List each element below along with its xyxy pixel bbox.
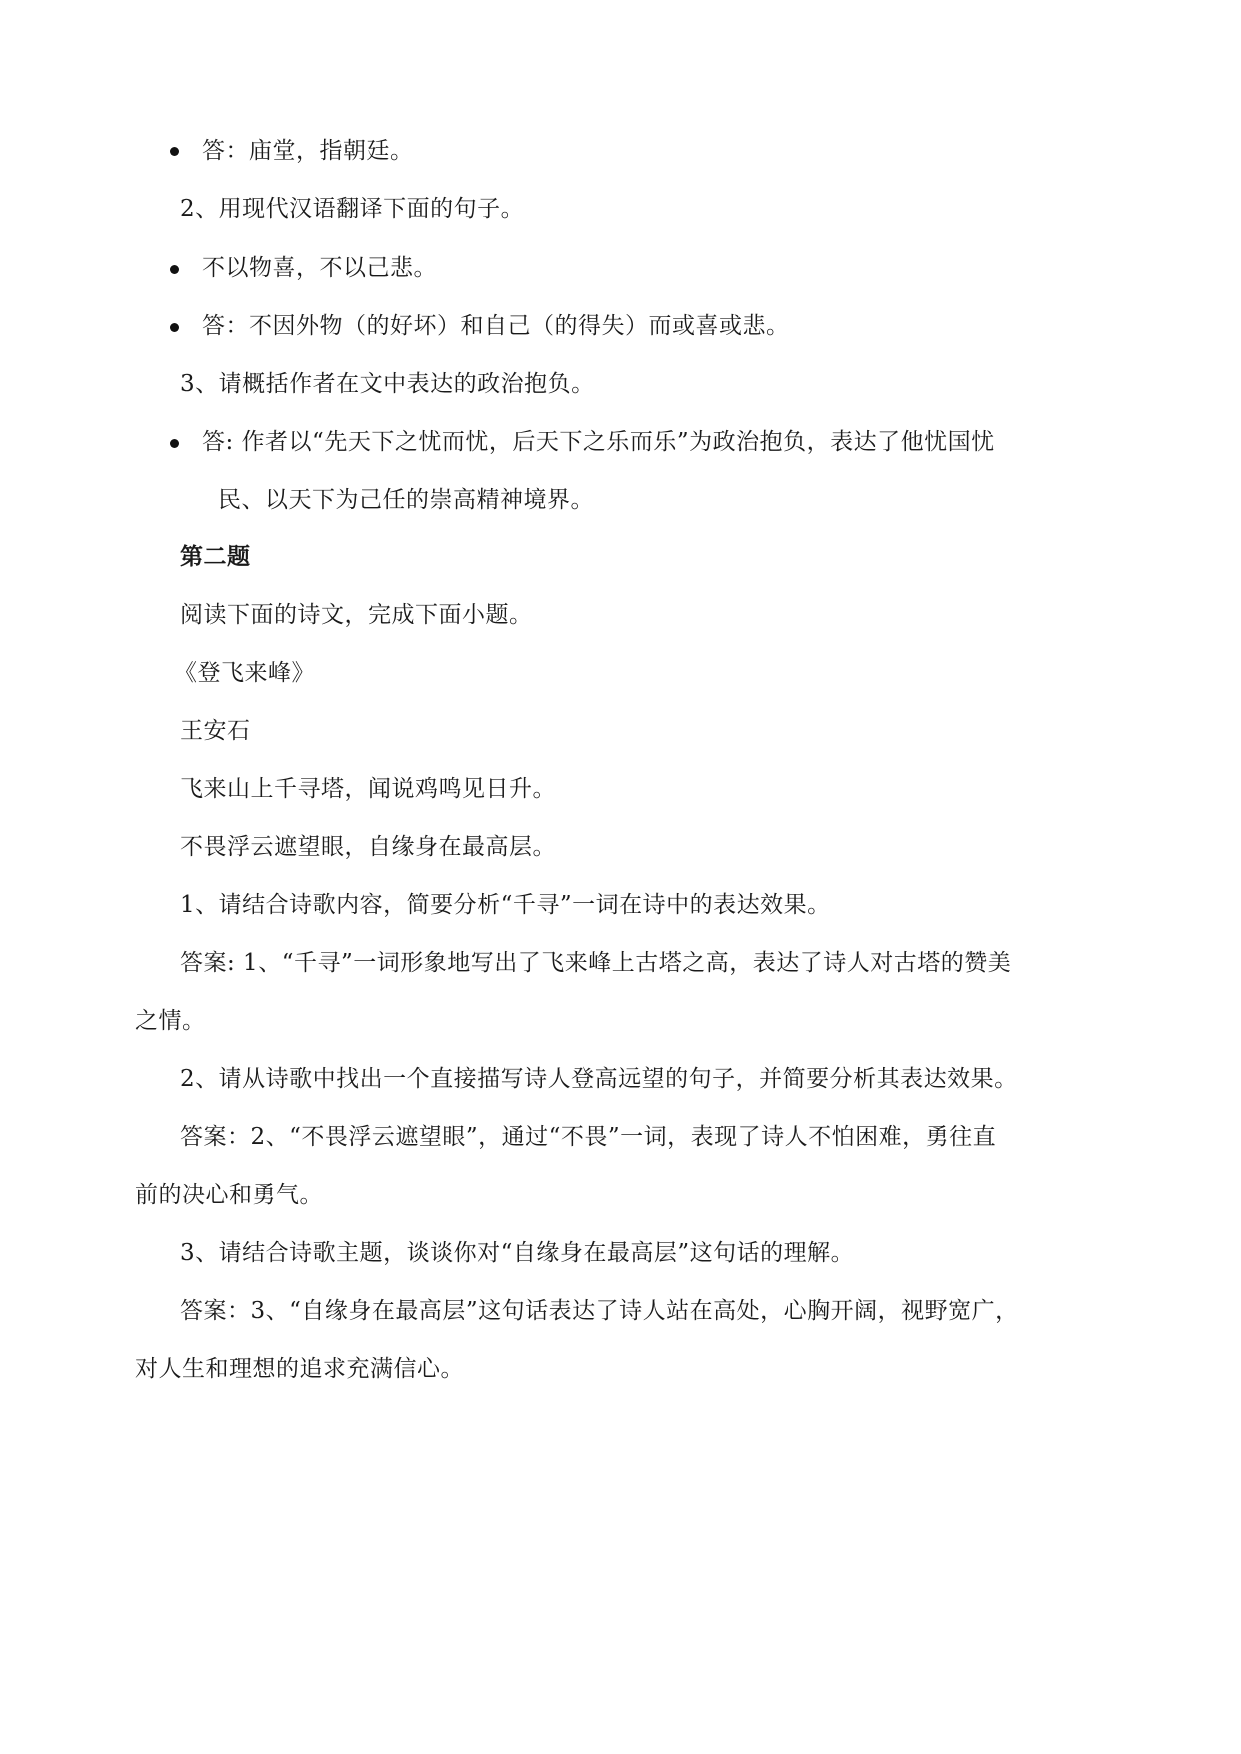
question-3: 3、请结合诗歌主题，谈谈你对“自缘身在最高层”这句话的理解。 xyxy=(180,1240,855,1266)
answer-1-line-2: 之情。 xyxy=(135,1008,206,1034)
bullet-icon xyxy=(170,147,179,156)
poem-title: 《登飞来峰》 xyxy=(174,660,315,686)
reading-instruction: 阅读下面的诗文，完成下面小题。 xyxy=(180,602,533,628)
sentence-to-translate: 不以物喜，不以己悲。 xyxy=(202,255,437,281)
answer-2-line-1: 答案：2、“不畏浮云遮望眼”，通过“不畏”一词，表现了诗人不怕困难，勇往直 xyxy=(180,1124,997,1150)
bullet-icon xyxy=(170,265,179,274)
poem-line-1: 飞来山上千寻塔，闻说鸡鸣见日升。 xyxy=(180,776,556,802)
poem-author: 王安石 xyxy=(180,718,251,744)
poem-line-2: 不畏浮云遮望眼，自缘身在最高层。 xyxy=(180,834,556,860)
answer-2-line-2: 前的决心和勇气。 xyxy=(135,1182,323,1208)
question-3-ambition: 3、请概括作者在文中表达的政治抱负。 xyxy=(180,371,595,397)
answer-translation: 答：不因外物（的好坏）和自己（的得失）而或喜或悲。 xyxy=(202,313,790,339)
answer-1-line-1: 答案: 1、“千寻”一词形象地写出了飞来峰上古塔之高，表达了诗人对古塔的赞美 xyxy=(180,950,1012,976)
question-1: 1、请结合诗歌内容，简要分析“千寻”一词在诗中的表达效果。 xyxy=(180,892,831,918)
answer-temple: 答：庙堂，指朝廷。 xyxy=(202,138,414,164)
answer-ambition-line-2: 民、以天下为己任的崇高精神境界。 xyxy=(218,487,594,513)
section-heading: 第二题 xyxy=(180,543,251,570)
question-2-translate: 2、用现代汉语翻译下面的句子。 xyxy=(180,196,525,222)
answer-3-line-2: 对人生和理想的追求充满信心。 xyxy=(135,1356,464,1382)
answer-3-line-1: 答案：3、“自缘身在最高层”这句话表达了诗人站在高处，心胸开阔，视野宽广， xyxy=(180,1298,1019,1324)
question-2: 2、请从诗歌中找出一个直接描写诗人登高远望的句子，并简要分析其表达效果。 xyxy=(180,1066,1018,1092)
bullet-icon xyxy=(170,323,179,332)
answer-ambition-line-1: 答: 作者以“先天下之忧而忧，后天下之乐而乐”为政治抱负，表达了他忧国忧 xyxy=(202,429,995,455)
bullet-icon xyxy=(170,439,179,448)
